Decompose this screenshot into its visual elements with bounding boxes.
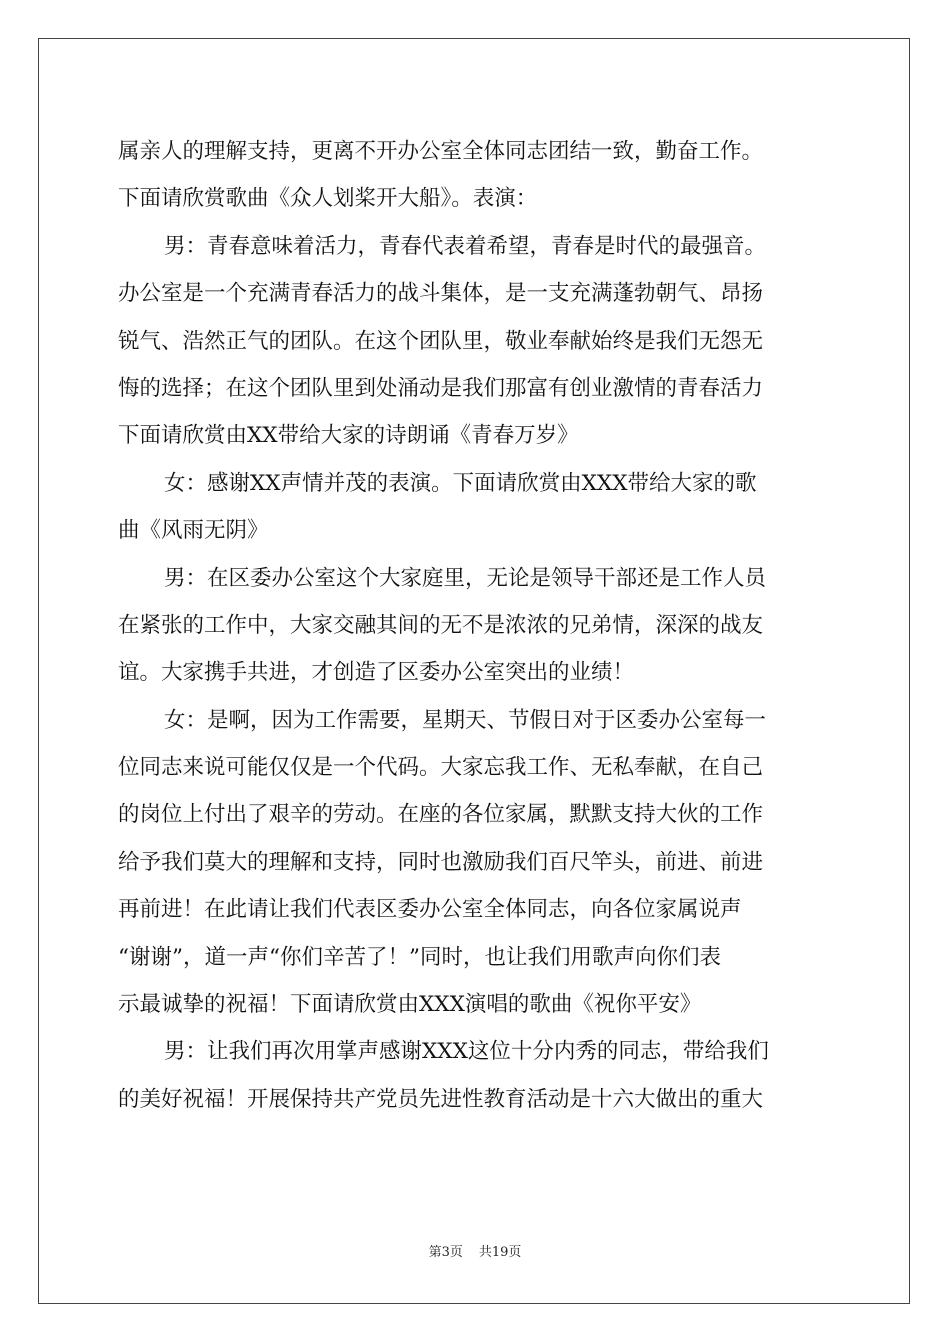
text-line: 女：是啊，因为工作需要，星期天、节假日对于区委办公室每一 xyxy=(164,707,767,733)
text-line: 谊。大家携手共进，才创造了区委办公室突出的业绩！ xyxy=(118,660,635,686)
text-line: 的岗位上付出了艰辛的劳动。在座的各位家属，默默支持大伙的工作 xyxy=(118,802,764,828)
text-line: 给予我们莫大的理解和支持，同时也激励我们百尺竿头，前进、前进 xyxy=(118,849,764,875)
text-line: 的美好祝福！开展保持共产党员先进性教育活动是十六大做出的重大 xyxy=(118,1086,764,1112)
text-line: 办公室是一个充满青春活力的战斗集体，是一支充满蓬勃朝气、昂扬 xyxy=(118,281,764,307)
text-line: 示最诚挚的祝福！下面请欣赏由XXX演唱的歌曲《祝你平安》 xyxy=(118,992,702,1018)
page-total: 共19页 xyxy=(478,1245,522,1260)
text-line: 再前进！在此请让我们代表区委办公室全体同志，向各位家属说声 xyxy=(118,897,742,923)
text-line: 悔的选择；在这个团队里到处涌动是我们那富有创业激情的青春活力 xyxy=(118,375,764,401)
text-line: 锐气、浩然正气的团队。在这个团队里，敬业奉献始终是我们无怨无 xyxy=(118,328,764,354)
text-line: 属亲人的理解支持，更离不开办公室全体同志团结一致，勤奋工作。 xyxy=(118,139,764,164)
text-line: 女：感谢XX声情并茂的表演。下面请欣赏由XXX带给大家的歌 xyxy=(164,470,757,496)
page-footer xyxy=(0,1245,950,1261)
text-line: 曲《风雨无阴》 xyxy=(118,518,269,544)
page-number: 第3页 xyxy=(428,1245,463,1260)
text-line: 男：在区委办公室这个大家庭里，无论是领导干部还是工作人员 xyxy=(164,565,767,591)
text-line: 男：让我们再次用掌声感谢XXX这位十分内秀的同志，带给我们 xyxy=(164,1039,769,1065)
text-line: “谢谢”，道一声“你们辛苦了！”同时，也让我们用歌声向你们表 xyxy=(118,944,721,970)
document-body xyxy=(118,128,834,1123)
text-line: 位同志来说可能仅仅是一个代码。大家忘我工作、无私奉献，在自己 xyxy=(118,755,764,781)
text-line: 下面请欣赏歌曲《众人划桨开大船》。表演： xyxy=(118,186,538,212)
text-line: 在紧张的工作中，大家交融其间的无不是浓浓的兄弟情，深深的战友 xyxy=(118,612,764,638)
text-line: 男：青春意味着活力，青春代表着希望，青春是时代的最强音。 xyxy=(164,233,767,259)
text-line: 下面请欣赏由XX带给大家的诗朗诵《青春万岁》 xyxy=(118,423,579,449)
